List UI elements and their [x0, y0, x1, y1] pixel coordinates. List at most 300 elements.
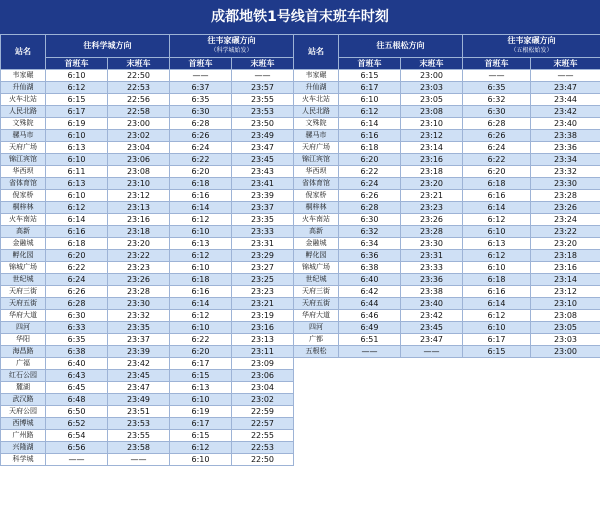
station-cell: 天府公园	[1, 406, 46, 418]
first-train-cell: 6:32	[463, 94, 531, 106]
first-train-cell: 6:12	[46, 82, 108, 94]
first-train-cell: 6:13	[170, 238, 232, 250]
empty-cell	[294, 370, 600, 382]
station-cell: 孵化园	[1, 250, 46, 262]
last-train-cell: 23:42	[531, 106, 600, 118]
station-cell: 天府广场	[294, 142, 339, 154]
station-cell: 火车北站	[1, 94, 46, 106]
first-train-cell: 6:10	[46, 190, 108, 202]
first-train-cell: 6:10	[46, 130, 108, 142]
last-train-cell: 23:14	[401, 142, 463, 154]
last-train-cell: 23:47	[232, 142, 294, 154]
station-header: 站名	[294, 35, 339, 70]
first-train-cell: 6:28	[46, 298, 108, 310]
table-row	[1, 190, 600, 202]
empty-cell	[294, 454, 600, 466]
table-row	[1, 238, 600, 250]
table-row	[1, 250, 600, 262]
last-train-cell: ——	[232, 70, 294, 82]
last-train-cell: 23:49	[232, 130, 294, 142]
first-train-cell: 6:13	[463, 238, 531, 250]
last-train-cell: 23:02	[232, 394, 294, 406]
last-train-cell: 23:16	[108, 214, 170, 226]
station-cell: 升仙湖	[294, 82, 339, 94]
last-train-cell: 23:30	[531, 178, 600, 190]
last-train-cell: 23:26	[401, 214, 463, 226]
table-row	[1, 214, 600, 226]
station-cell: 天府广场	[1, 142, 46, 154]
first-train-cell: 6:26	[46, 286, 108, 298]
last-train-cell: 23:12	[401, 130, 463, 142]
first-train-cell: 6:14	[170, 298, 232, 310]
last-train-cell: 23:04	[108, 142, 170, 154]
first-train-cell: 6:15	[170, 370, 232, 382]
table-row	[1, 358, 600, 370]
first-train-cell: 6:15	[170, 430, 232, 442]
last-train-cell: 23:35	[232, 214, 294, 226]
table-row	[1, 262, 600, 274]
first-train-cell: 6:10	[339, 94, 401, 106]
station-cell: 华西坝	[294, 166, 339, 178]
first-train-cell: 6:14	[170, 202, 232, 214]
station-cell: 华阳	[1, 334, 46, 346]
station-cell: 金融城	[294, 238, 339, 250]
first-train-cell: ——	[339, 346, 401, 358]
first-train-cell: 6:24	[46, 274, 108, 286]
last-train-header: 末班车	[401, 58, 463, 70]
first-train-cell: 6:17	[339, 82, 401, 94]
first-train-cell: 6:16	[170, 286, 232, 298]
last-train-cell: 23:45	[108, 370, 170, 382]
last-train-cell: 23:32	[531, 166, 600, 178]
table-row	[1, 274, 600, 286]
first-train-cell: 6:12	[170, 310, 232, 322]
table-row	[1, 130, 600, 142]
station-cell: 锦江宾馆	[1, 154, 46, 166]
direction-sub-label: （五根松始发）	[510, 47, 553, 54]
table-row	[1, 298, 600, 310]
first-train-header: 首班车	[463, 58, 531, 70]
first-train-cell: 6:14	[463, 202, 531, 214]
station-cell: 四河	[1, 322, 46, 334]
last-train-cell: 23:44	[531, 94, 600, 106]
last-train-cell: 23:28	[531, 190, 600, 202]
first-train-cell: 6:43	[46, 370, 108, 382]
last-train-cell: 23:38	[531, 130, 600, 142]
last-train-cell: 23:18	[108, 226, 170, 238]
table-row	[1, 370, 600, 382]
direction-header-weijianian-from-kexuecheng	[170, 35, 294, 58]
last-train-cell: 23:28	[401, 226, 463, 238]
first-train-cell: 6:56	[46, 442, 108, 454]
first-train-cell: 6:12	[46, 202, 108, 214]
first-train-cell: 6:22	[170, 154, 232, 166]
first-train-header: 首班车	[170, 58, 232, 70]
last-train-cell: 23:05	[401, 94, 463, 106]
table-row	[1, 178, 600, 190]
last-train-header: 末班车	[232, 58, 294, 70]
last-train-cell: 23:36	[401, 274, 463, 286]
first-train-cell: ——	[46, 454, 108, 466]
first-train-cell: 6:20	[46, 250, 108, 262]
last-train-cell: 23:27	[232, 262, 294, 274]
first-train-cell: 6:15	[339, 70, 401, 82]
station-cell: 人民北路	[1, 106, 46, 118]
last-train-cell: 23:21	[401, 190, 463, 202]
last-train-cell: 23:34	[531, 154, 600, 166]
empty-cell	[294, 382, 600, 394]
last-train-cell: 23:11	[232, 346, 294, 358]
table-row	[1, 142, 600, 154]
direction-main-label: 往韦家碾方向	[507, 36, 556, 45]
last-train-cell: 23:18	[531, 250, 600, 262]
last-train-cell: 23:20	[401, 178, 463, 190]
station-cell: 骡马市	[294, 130, 339, 142]
table-row	[1, 70, 600, 82]
first-train-cell: ——	[463, 70, 531, 82]
first-train-cell: 6:10	[170, 226, 232, 238]
last-train-cell: 23:37	[108, 334, 170, 346]
last-train-cell: 23:58	[108, 442, 170, 454]
empty-cell	[294, 418, 600, 430]
table-row	[1, 166, 600, 178]
last-train-cell: 23:16	[232, 322, 294, 334]
first-train-cell: 6:52	[46, 418, 108, 430]
first-train-cell: 6:38	[46, 346, 108, 358]
last-train-cell: 22:58	[108, 106, 170, 118]
first-train-cell: 6:10	[46, 154, 108, 166]
station-cell: 火车北站	[294, 94, 339, 106]
first-train-cell: 6:33	[46, 322, 108, 334]
first-train-cell: 6:22	[463, 154, 531, 166]
first-train-cell: 6:24	[339, 178, 401, 190]
first-train-cell: 6:37	[170, 82, 232, 94]
first-train-cell: 6:10	[46, 70, 108, 82]
first-train-cell: 6:13	[46, 142, 108, 154]
station-cell: 人民北路	[294, 106, 339, 118]
first-train-cell: 6:17	[170, 418, 232, 430]
station-cell: 天府五街	[294, 298, 339, 310]
first-train-cell: 6:10	[463, 262, 531, 274]
last-train-cell: 23:22	[531, 226, 600, 238]
table-row	[1, 82, 600, 94]
empty-cell	[294, 358, 600, 370]
first-train-header: 首班车	[339, 58, 401, 70]
first-train-cell: 6:12	[463, 250, 531, 262]
first-train-cell: 6:26	[463, 130, 531, 142]
last-train-cell: 23:20	[531, 238, 600, 250]
first-train-cell: 6:24	[463, 142, 531, 154]
first-train-cell: 6:18	[46, 238, 108, 250]
first-train-cell: 6:22	[339, 166, 401, 178]
station-cell: 省体育馆	[1, 178, 46, 190]
first-train-cell: 6:12	[170, 250, 232, 262]
last-train-cell: 22:53	[108, 82, 170, 94]
last-train-cell: 23:22	[108, 250, 170, 262]
first-train-cell: 6:44	[339, 298, 401, 310]
empty-cell	[294, 442, 600, 454]
first-train-cell: 6:20	[339, 154, 401, 166]
empty-cell	[294, 406, 600, 418]
last-train-cell: 23:31	[401, 250, 463, 262]
station-cell: 西博城	[1, 418, 46, 430]
table-row	[1, 382, 600, 394]
first-train-cell: 6:18	[463, 178, 531, 190]
page-title: 成都地铁1号线首末班车时刻	[0, 0, 600, 34]
last-train-cell: 23:42	[108, 358, 170, 370]
last-train-cell: 23:02	[108, 130, 170, 142]
empty-cell	[294, 394, 600, 406]
table-row	[1, 202, 600, 214]
last-train-cell: 23:00	[531, 346, 600, 358]
first-train-cell: 6:17	[463, 334, 531, 346]
last-train-cell: 23:25	[232, 274, 294, 286]
first-train-cell: 6:45	[46, 382, 108, 394]
first-train-cell: 6:10	[463, 322, 531, 334]
station-cell: 火车南站	[294, 214, 339, 226]
first-train-cell: 6:15	[463, 346, 531, 358]
last-train-cell: 23:47	[531, 82, 600, 94]
station-cell: 倪家桥	[294, 190, 339, 202]
last-train-cell: 23:37	[232, 202, 294, 214]
first-train-cell: 6:16	[339, 130, 401, 142]
last-train-cell: 22:53	[232, 442, 294, 454]
table-row	[1, 394, 600, 406]
last-train-cell: 23:33	[401, 262, 463, 274]
first-train-cell: 6:10	[463, 226, 531, 238]
last-train-cell: 22:55	[232, 430, 294, 442]
station-cell: 文殊院	[1, 118, 46, 130]
first-train-cell: 6:30	[339, 214, 401, 226]
last-train-cell: 23:13	[232, 334, 294, 346]
last-train-cell: 23:23	[232, 286, 294, 298]
first-train-cell: 6:19	[46, 118, 108, 130]
table-row	[1, 334, 600, 346]
first-train-cell: 6:22	[170, 334, 232, 346]
first-train-cell: 6:30	[170, 106, 232, 118]
station-cell: 广福	[1, 358, 46, 370]
last-train-cell: 23:24	[531, 214, 600, 226]
first-train-cell: 6:19	[170, 406, 232, 418]
direction-header-wugensong: 往五根松方向	[339, 35, 463, 58]
first-train-cell: 6:54	[46, 430, 108, 442]
station-cell: 倪家桥	[1, 190, 46, 202]
first-train-cell: 6:12	[170, 442, 232, 454]
last-train-cell: 23:18	[401, 166, 463, 178]
last-train-cell: 22:56	[108, 94, 170, 106]
first-train-cell: 6:16	[170, 190, 232, 202]
last-train-cell: 23:42	[401, 310, 463, 322]
last-train-cell: 22:59	[232, 406, 294, 418]
table-row	[1, 418, 600, 430]
station-cell: 韦家碾	[294, 70, 339, 82]
station-cell: 世纪城	[1, 274, 46, 286]
last-train-cell: 23:19	[232, 310, 294, 322]
last-train-cell: 23:32	[108, 310, 170, 322]
last-train-cell: 23:10	[108, 178, 170, 190]
last-train-cell: 23:50	[232, 118, 294, 130]
first-train-cell: 6:20	[170, 166, 232, 178]
first-train-cell: 6:38	[339, 262, 401, 274]
first-train-cell: 6:30	[463, 106, 531, 118]
last-train-cell: 23:40	[401, 298, 463, 310]
last-train-cell: 23:53	[232, 106, 294, 118]
last-train-cell: 23:23	[401, 202, 463, 214]
last-train-cell: 22:50	[232, 454, 294, 466]
table-row	[1, 442, 600, 454]
first-train-cell: 6:28	[463, 118, 531, 130]
last-train-cell: 23:26	[531, 202, 600, 214]
first-train-cell: 6:34	[339, 238, 401, 250]
station-cell: 兴隆湖	[1, 442, 46, 454]
station-cell: 五根松	[294, 346, 339, 358]
station-cell: 金融城	[1, 238, 46, 250]
first-train-cell: 6:15	[46, 94, 108, 106]
first-train-cell: 6:35	[170, 94, 232, 106]
first-train-cell: 6:14	[463, 298, 531, 310]
last-train-cell: 23:16	[401, 154, 463, 166]
last-train-cell: 23:35	[108, 322, 170, 334]
last-train-cell: 23:55	[232, 94, 294, 106]
last-train-cell: 23:12	[108, 190, 170, 202]
first-train-cell: 6:50	[46, 406, 108, 418]
table-row	[1, 430, 600, 442]
last-train-cell: 23:08	[401, 106, 463, 118]
first-train-cell: 6:16	[463, 190, 531, 202]
last-train-cell: 23:57	[232, 82, 294, 94]
last-train-cell: 23:20	[108, 238, 170, 250]
first-train-cell: 6:17	[46, 106, 108, 118]
last-train-cell: 23:31	[232, 238, 294, 250]
last-train-cell: 23:51	[108, 406, 170, 418]
last-train-cell: 23:49	[108, 394, 170, 406]
last-train-cell: 23:41	[232, 178, 294, 190]
first-train-cell: 6:30	[46, 310, 108, 322]
first-train-cell: 6:16	[463, 286, 531, 298]
table-row	[1, 94, 600, 106]
empty-cell	[294, 430, 600, 442]
first-train-cell: 6:18	[170, 274, 232, 286]
first-train-cell: 6:12	[170, 214, 232, 226]
first-train-cell: 6:26	[170, 130, 232, 142]
table-row	[1, 154, 600, 166]
first-train-cell: 6:13	[170, 382, 232, 394]
last-train-cell: 23:47	[401, 334, 463, 346]
station-cell: 华西坝	[1, 166, 46, 178]
first-train-cell: 6:24	[170, 142, 232, 154]
timetable	[0, 34, 600, 466]
last-train-header: 末班车	[531, 58, 600, 70]
last-train-cell: 23:16	[531, 262, 600, 274]
last-train-cell: 23:08	[531, 310, 600, 322]
last-train-cell: 23:38	[401, 286, 463, 298]
station-cell: 科学城	[1, 454, 46, 466]
first-train-cell: 6:12	[463, 310, 531, 322]
last-train-cell: 23:30	[401, 238, 463, 250]
first-train-cell: 6:12	[463, 214, 531, 226]
table-row	[1, 322, 600, 334]
table-row	[1, 454, 600, 466]
first-train-cell: 6:49	[339, 322, 401, 334]
station-cell: 火车南站	[1, 214, 46, 226]
last-train-cell: 23:06	[232, 370, 294, 382]
first-train-cell: 6:28	[339, 202, 401, 214]
first-train-cell: 6:14	[339, 118, 401, 130]
station-cell: 四河	[294, 322, 339, 334]
station-cell: 天府三街	[294, 286, 339, 298]
last-train-cell: 23:26	[108, 274, 170, 286]
last-train-cell: 23:13	[108, 202, 170, 214]
station-cell: 高新	[294, 226, 339, 238]
first-train-cell: 6:13	[46, 178, 108, 190]
station-cell: 天府三街	[1, 286, 46, 298]
last-train-cell: 23:05	[531, 322, 600, 334]
first-train-cell: 6:10	[170, 454, 232, 466]
station-cell: 华府大道	[1, 310, 46, 322]
table-row	[1, 226, 600, 238]
last-train-cell: 23:10	[531, 298, 600, 310]
first-train-cell: 6:26	[339, 190, 401, 202]
station-cell: 文殊院	[294, 118, 339, 130]
last-train-cell: 23:45	[401, 322, 463, 334]
table-row	[1, 346, 600, 358]
first-train-cell: 6:17	[170, 358, 232, 370]
last-train-cell: 23:40	[531, 118, 600, 130]
first-train-cell: 6:40	[46, 358, 108, 370]
station-cell: 天府五街	[1, 298, 46, 310]
station-cell: 麓湖	[1, 382, 46, 394]
last-train-cell: ——	[401, 346, 463, 358]
first-train-cell: 6:32	[339, 226, 401, 238]
station-cell: 广都	[294, 334, 339, 346]
first-train-cell: 6:18	[463, 274, 531, 286]
first-train-cell: 6:10	[170, 394, 232, 406]
table-row	[1, 406, 600, 418]
first-train-cell: 6:40	[339, 274, 401, 286]
last-train-cell: 23:30	[108, 298, 170, 310]
last-train-header: 末班车	[108, 58, 170, 70]
last-train-cell: 23:14	[531, 274, 600, 286]
station-header: 站名	[1, 35, 46, 70]
station-cell: 高新	[1, 226, 46, 238]
direction-sub-label: （科学城始发）	[210, 47, 253, 54]
last-train-cell: 23:39	[232, 190, 294, 202]
last-train-cell: 23:53	[108, 418, 170, 430]
first-train-cell: 6:46	[339, 310, 401, 322]
table-row	[1, 118, 600, 130]
last-train-cell: 23:00	[401, 70, 463, 82]
first-train-cell: 6:35	[463, 82, 531, 94]
last-train-cell: 23:03	[401, 82, 463, 94]
table-row	[1, 310, 600, 322]
last-train-cell: 23:03	[531, 334, 600, 346]
last-train-cell: 23:45	[232, 154, 294, 166]
first-train-header: 首班车	[46, 58, 108, 70]
last-train-cell: 23:00	[108, 118, 170, 130]
station-cell: 锦江宾馆	[294, 154, 339, 166]
station-cell: 锦城广场	[1, 262, 46, 274]
station-cell: 孵化园	[294, 250, 339, 262]
first-train-cell: 6:22	[46, 262, 108, 274]
first-train-cell: 6:10	[170, 262, 232, 274]
last-train-cell: 23:12	[531, 286, 600, 298]
last-train-cell: 23:23	[108, 262, 170, 274]
table-row	[1, 106, 600, 118]
first-train-cell: 6:51	[339, 334, 401, 346]
first-train-cell: 6:48	[46, 394, 108, 406]
first-train-cell: 6:18	[170, 178, 232, 190]
last-train-cell: 23:04	[232, 382, 294, 394]
